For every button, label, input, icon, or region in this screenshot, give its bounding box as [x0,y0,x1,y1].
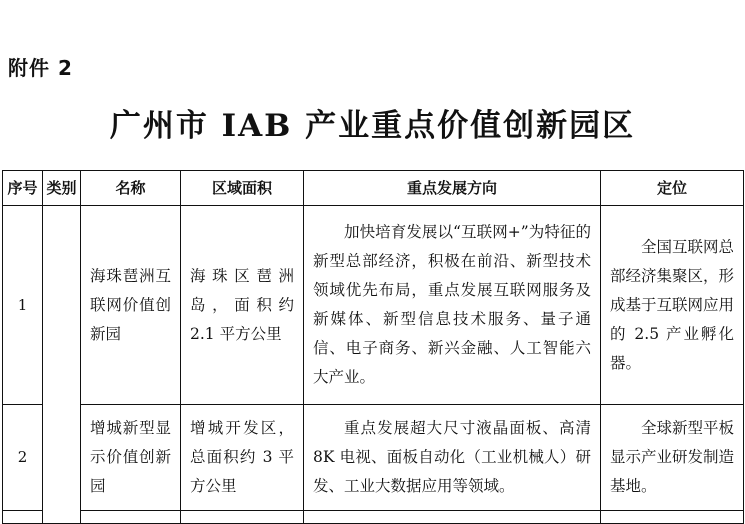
cell-positioning: 全国互联网总部经济集聚区，形成基于互联网应用的 2.5 产业孵化器。 [601,206,744,405]
cell-direction: 加快培育发展以“互联网+”为特征的新型总部经济，积极在前沿、新型技术领域优先布局，重点发展互联网服务及新媒体、新型信息技术服务、量子通信、电子商务、新兴金融、人工智能六大产业。 [304,206,601,405]
cell-positioning: 全球新型平板显示产业研发制造基地。 [601,405,744,511]
header-category: 类别 [43,171,81,206]
cell-empty [601,511,744,524]
attachment-label: 附件 2 [8,56,73,80]
cell-direction: 重点发展超大尺寸液晶面板、高清 8K 电视、面板自动化（工业机械人）研发、工业大数据应用等领域。 [304,405,601,511]
cell-no: 2 [3,405,43,511]
table-header-row [3,171,744,206]
cell-empty [304,511,601,524]
cell-category [43,206,81,524]
cell-empty [181,511,304,524]
cell-area: 增城开发区，总面积约 3 平方公里 [181,405,304,511]
cell-area: 海珠区琶洲岛，面积约 2.1 平方公里 [181,206,304,405]
table-row [3,206,744,405]
table-row-partial [3,511,744,524]
cell-no: 1 [3,206,43,405]
header-positioning: 定位 [601,171,744,206]
header-name: 名称 [81,171,181,206]
cell-name: 海珠琶洲互联网价值创新园 [81,206,181,405]
cell-name: 增城新型显示价值创新园 [81,405,181,511]
header-area: 区域面积 [181,171,304,206]
park-table [2,170,744,524]
table-row [3,405,744,511]
header-direction: 重点发展方向 [304,171,601,206]
header-no: 序号 [3,171,43,206]
page-title: 广州市 IAB 产业重点价值创新园区 [109,108,636,144]
cell-empty [81,511,181,524]
cell-empty [3,511,43,524]
